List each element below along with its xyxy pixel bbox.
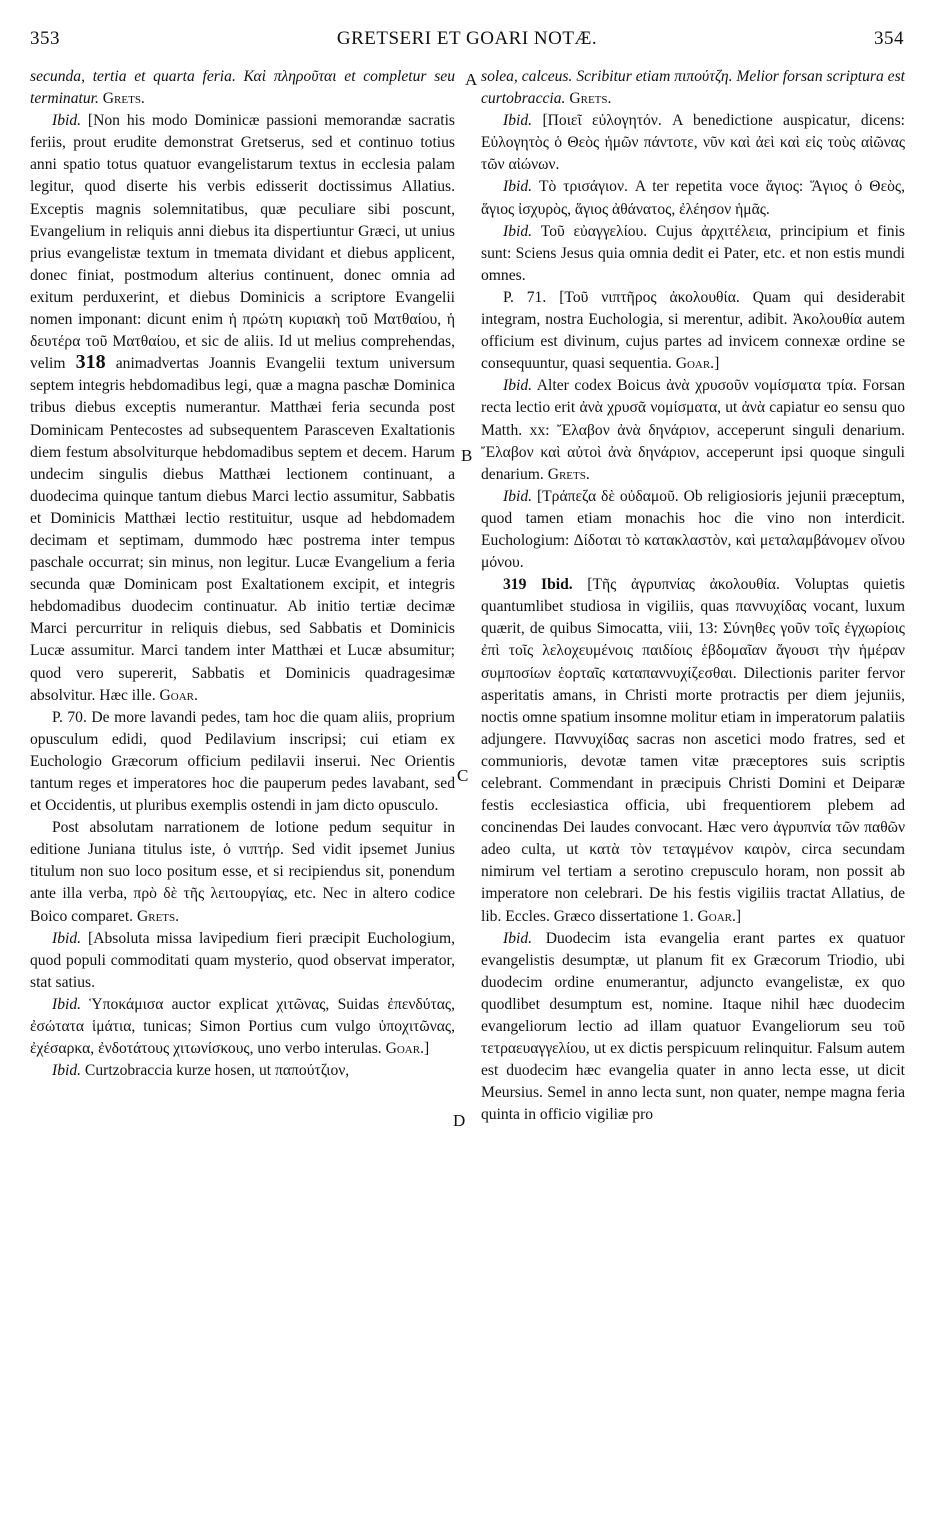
paragraph: Ibid. Alter codex Boicus ἀνὰ χρυσοῦν νομίσματα τρία. Forsan recta lectio erit ἀνὰ χρυσᾶ νομίσματα, ut ἀνὰ capiatur eo sensu quo Matth. xx: Ἔλαβον ἀνὰ δηνάριον, acceperunt singuli denarium. Ἔλαβον καὶ αὐτοὶ ἀνὰ δηνάριον, acceperunt ipsi quoque singuli denarium. Grets. — [481, 377, 905, 483]
marginal-number: 319 Ibid. — [503, 576, 573, 594]
margin-letter-a: A — [465, 70, 478, 89]
paragraph: Ibid. [Absoluta missa lavipedium fieri præcipit Euchologium, quod populi commoditati quam mysterio, quod observat imperator, stat satius. — [30, 929, 455, 991]
margin-letter-c: C — [457, 766, 469, 785]
paragraph: secunda, tertia et quarta feria. Καὶ πληροῦται et completur seu terminatur. Grets. — [30, 68, 455, 108]
paragraph: Ibid. [Non his modo Dominicæ passioni memorandæ sacratis feriis, prout erudite demonstrat Gretserus, sed et continuo totius anni spatio totus quatuor evangelistarum textus in ecclesia palam legitur, quod diserte his verbis edisserit doctissimus Allatius. Exceptis magnis solemnitatibus, quæ peculiare sibi poscunt, Evangelium in reliquis anni diebus ita dispertiuntur Græci, ut unius prius evangelistæ textum in tmemata dividant et diebus applicent, donec finiat, postmodum alterius continuent, donec omnia ad exitum perduxerint, et diebus Dominicis a scriptore Evangelii nomen imponant: dicunt enim ἡ πρώτη κυριακὴ τοῦ Ματθαίου, ἡ δευτέρα τοῦ Ματθαίου, et sic de aliis. Id ut melius comprehendas, velim 318 animadvertas Joannis Evangelii textum universum septem integris hebdomadibus legi, quæ a magna paschæ Dominica tribus diebus exceptis numerantur. Matthæi feria secunda post Dominicam Pentecostes ad subsequentem Parasceven Exaltationis diem festum absolviturque hebdomadibus septem et decem. Harum undecim singulis diebus Matthæi lectionem continuant, a duodecima quinque tantum diebus Marci lectio assumitur, Sabbatis et Dominicis Matthæi lectio restituitur, usque ad hebdomadem decimam et septimam, dummodo hæc postrema inter tempus paschale occurrat; sin minus, non legitur. Lucæ Evangelium a feria secunda quæ Dominicam post Exaltationem excipit, et integris hebdomadibus duodecim continuatur. Ab initio tertiæ decimæ Marci percurritur in reliquis diebus, sed Sabbatis et Dominicis Lucæ assumitur. Marci tandem inter Matthæi et Lucæ absumitur; quod vero supererit, Sabbatis et Dominicis quadragesimæ absolvitur. Hæc ille. Goar. — [30, 112, 455, 704]
page-number-right: 354 — [874, 28, 904, 49]
margin-letter-b: B — [461, 446, 473, 465]
page-number-left: 353 — [30, 28, 60, 49]
paragraph: Ibid. Ὑποκάμισα auctor explicat χιτῶνας, Suidas ἐπενδύτας, ἐσώτατα ἱμάτια, tunicas; Simon Portius cum vulgo ὑποχιτῶνας, ἐχέσαρκα, ἐνδοτάτους χιτωνίσκους, uno verbo interulas. Goar.] — [30, 995, 455, 1058]
paragraph: Ibid. Τοῦ εὐαγγελίου. Cujus ἀρχιτέλεια, principium et finis sunt: Sciens Jesus quia omnia dedit ei Pater, etc. et non estis mundi omnes. — [481, 222, 905, 284]
margin-letter-d: D — [453, 1111, 466, 1130]
paragraph: Ibid. [Τράπεζα δὲ οὐδαμοῦ. Ob religiosioris jejunii præceptum, quod tamen etiam monachis hoc die vino non interdicit. Euchologium: Δίδοται τὸ κατακλαστὸν, καὶ μεταλαμβάνομεν οἴνου μόνου. — [481, 487, 905, 572]
paragraph: Ibid. Τὸ τρισάγιον. A ter repetita voce ἅγιος: Ἅγιος ὁ Θεὸς, ἅγιος ἰσχυρὸς, ἅγιος ἀθάνατος, ἐλέησον ἡμᾶς. — [481, 178, 905, 218]
paragraph: Ibid. [Ποιεῖ εὐλογητόν. A benedictione auspicatur, dicens: Εὐλογητὸς ὁ Θεὸς ἡμῶν πάντοτε, νῦν καὶ ἀεὶ καὶ εἰς τοὺς αἰῶνας τῶν αἰώνων. — [481, 112, 905, 174]
marginal-number: 318 — [75, 351, 106, 374]
paragraph: P. 70. De more lavandi pedes, tam hoc die quam aliis, proprium opusculum edidi, quod Pedilavium inscripsi; cui etiam ex Euchologio Græcorum officium pedilavii inserui. Nec Orientis tantum reges et imperatores hoc die pauperum pedes lavabant, sed et Occidentis, ut pluribus exemplis ostendi in jam dicto opusculo. — [30, 708, 456, 815]
paragraph: Post absolutam narrationem de lotione pedum sequitur in editione Juniana titulus iste, ὁ νιπτήρ. Sed vidit ipsemet Junius titulum non suo loco positum esse, et si recipiendus sit, ponendum ante illa verba, πρὸ δὲ τῆς λειτουργίας, etc. Nec in altero codice Boico comparet. Grets. — [30, 819, 455, 925]
running-header — [30, 28, 904, 58]
right-column — [481, 66, 905, 1127]
left-column — [30, 66, 455, 1082]
paragraph: P. 71. [Τοῦ νιπτῆρος ἀκολουθία. Quam qui desiderabit integram, nostra Euchologia, si merentur, adibit. Ἀκολουθία autem officium est divinum, cujus partes ad invicem connexæ ordine se consequuntur, quasi sequentia. Goar.] — [481, 288, 906, 373]
paragraph: solea, calceus. Scribitur etiam πιπούτζη. Melior forsan scriptura est curtobraccia. Grets. — [481, 68, 905, 108]
paragraph: Ibid. Curtzobraccia kurze hosen, ut παπούτζιον, — [52, 1062, 350, 1080]
paragraph: 319 Ibid. [Τῆς ἀγρυπνίας ἀκολουθία. Voluptas quietis quantumlibet studiosa in vigiliis, quas παννυχίδας vocant, luxum quærit, de quibus Simocatta, viii, 13: Σύνηθες γοῦν τοῖς ἐγχωρίοις ἐπὶ τοῖς λελοχευμένοις παιδίοις ἑβδομαῖαν ἄγουσι τὴν ἡμέραν συμποσίων ἑορταῖς καταπαννυχίζεσθαι. Dilectionis pariter fervor asperitatis amans, in Christi morte protractis per diem jejuniis, noctis omne spatium insomne molitur etiam in imperatorum palatiis adjungere. Παννυχίδας sacras non ascetici modo fratres, sed et communioris, devotæ tamen vitæ præceptores suis scriptis celebrant. Commendant in præcipuis Christi Domini et Deiparæ festis ecclesiastica officia, ubi frequentiorem plebem ad concinendas Dei laudes convocant. Hæc vero ἀγρυπνία τῶν παθῶν adeo culta, ut κατὰ τὸν τεταγμένον καιρὸν, circa secundam nimirum vel tertiam a serotino crepusculo horam, non possit ab imperatore non celebrari. De his festis vigiliis tractat Allatius, de lib. Eccles. Græco dissertatione 1. Goar.] — [481, 576, 905, 925]
paragraph: Ibid. Duodecim ista evangelia erant partes ex quatuor evangelistis desumptæ, ut planum fit ex Græcorum Triodio, ubi duodecim ordine enumerantur, adjuncto evangelistæ, ex quo quodlibet desumptum est, nomine. Itaque nihil hæc duodecim evangeliorum lectio ad illam quatuor Evangeliorum seu τοῦ τετραευαγγελίου, ut ex dictis perspicuum relinquitur. Falsum autem est duodecim hæc evangelia quater in anno lecta esse, ut dicit Meursius. Semel in anno lecta sunt, non quater, nempe magna feria quinta in officio vigiliæ pro — [481, 929, 905, 1124]
running-title: GRETSERI ET GOARI NOTÆ. — [336, 28, 598, 49]
